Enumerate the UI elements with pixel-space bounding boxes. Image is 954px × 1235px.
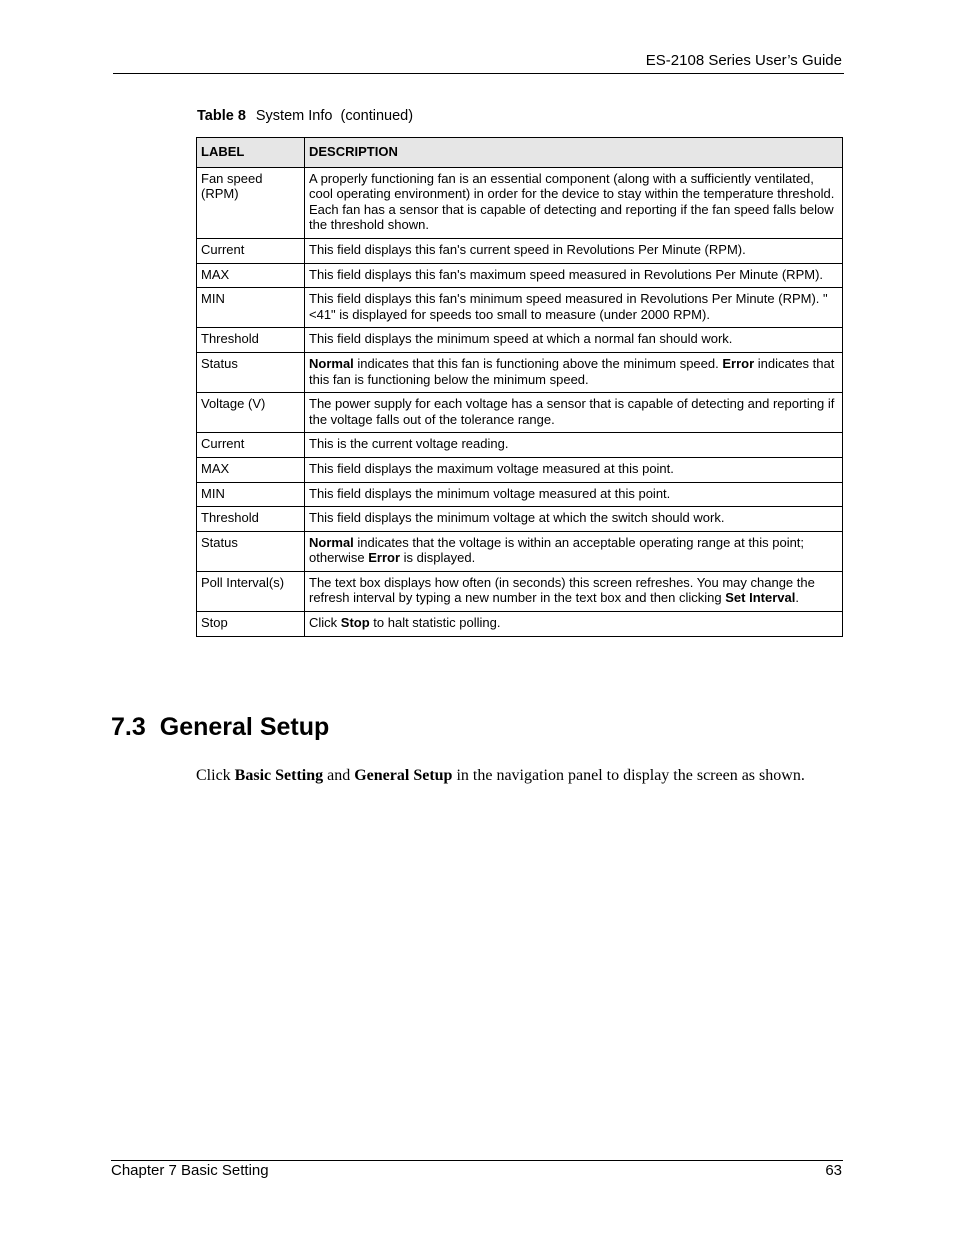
bold-term: Normal xyxy=(309,534,354,550)
row-description xyxy=(305,433,843,458)
text-run: This field displays the maximum voltage measured at this point. xyxy=(309,460,674,476)
table-row xyxy=(197,531,843,571)
table-row xyxy=(197,457,843,482)
running-header: ES-2108 Series User’s Guide xyxy=(645,52,842,69)
text-run: This field displays the minimum speed at which a normal fan should work. xyxy=(309,331,733,347)
system-info-table xyxy=(196,137,843,637)
text-run: This field displays the minimum voltage measured at this point. xyxy=(309,485,671,501)
table-row xyxy=(197,238,843,263)
text-run: . xyxy=(795,590,799,606)
row-label: Current xyxy=(197,433,305,458)
text-run: This field displays this fan's current speed in Revolutions Per Minute (RPM). xyxy=(309,241,746,257)
table-row xyxy=(197,352,843,392)
table-row xyxy=(197,482,843,507)
table-row xyxy=(197,433,843,458)
table-caption-number: Table 8 xyxy=(197,108,246,124)
section-paragraph xyxy=(196,767,805,785)
row-label: Fan speed (RPM) xyxy=(197,167,305,238)
row-description xyxy=(305,482,843,507)
text-run: The text box displays how often (in seconds) this screen refreshes. You may change the refresh interval by typing a new number in the text box and then clicking xyxy=(309,574,815,606)
table-row xyxy=(197,612,843,637)
row-description xyxy=(305,507,843,532)
row-label: Status xyxy=(197,352,305,392)
table-caption xyxy=(197,108,413,124)
text-run: indicates that this fan is functioning above the minimum speed. xyxy=(353,355,723,371)
text-run: Click xyxy=(196,767,235,784)
bold-term: Error xyxy=(368,550,401,566)
bold-term: Error xyxy=(722,355,755,371)
text-run: This field displays this fan's maximum speed measured in Revolutions Per Minute (RPM). xyxy=(309,266,824,282)
bold-term: Set Interval xyxy=(725,590,796,606)
row-description xyxy=(305,531,843,571)
row-label: Threshold xyxy=(197,328,305,353)
section-heading xyxy=(111,713,329,742)
table-row xyxy=(197,393,843,433)
row-description xyxy=(305,328,843,353)
table-row xyxy=(197,263,843,288)
table-row xyxy=(197,328,843,353)
row-label: MAX xyxy=(197,457,305,482)
row-description xyxy=(305,263,843,288)
row-label: Current xyxy=(197,238,305,263)
text-run: This field displays the minimum voltage at which the switch should work. xyxy=(309,510,725,526)
header-rule xyxy=(113,73,844,74)
text-run: This is the current voltage reading. xyxy=(309,436,509,452)
text-run: This field displays this fan's minimum speed measured in Revolutions Per Minute (RPM). "<41" is displayed for speeds too small to measure (under 2000 RPM). xyxy=(309,291,828,322)
row-description xyxy=(305,571,843,611)
row-label: Threshold xyxy=(197,507,305,532)
table-row xyxy=(197,571,843,611)
section-number: 7.3 xyxy=(111,713,146,741)
row-label: Voltage (V) xyxy=(197,393,305,433)
column-header-description: DESCRIPTION xyxy=(305,138,843,168)
text-run: in the navigation panel to display the screen as shown. xyxy=(452,767,805,784)
row-description xyxy=(305,238,843,263)
row-label: Poll Interval(s) xyxy=(197,571,305,611)
text-run: Click xyxy=(309,615,341,631)
footer-page-number: 63 xyxy=(825,1162,842,1179)
row-description xyxy=(305,612,843,637)
bold-term: Basic Setting xyxy=(234,767,324,784)
row-label: MIN xyxy=(197,288,305,328)
row-description xyxy=(305,352,843,392)
bold-term: Stop xyxy=(340,615,370,631)
text-run: A properly functioning fan is an essential component (along with a sufficiently ventilated, cool operating environment) in order for the device to stay within the temperature threshold. Each fan has a sensor that is capable of detecting and reporting if the fan speed falls below the threshold shown. xyxy=(309,170,835,233)
table-row xyxy=(197,507,843,532)
table-header-row xyxy=(197,138,843,168)
row-description xyxy=(305,457,843,482)
table-caption-text: System Info (continued) xyxy=(255,108,414,124)
table-row xyxy=(197,288,843,328)
bold-term: Normal xyxy=(309,355,354,371)
text-run: indicates that the voltage is within an acceptable operating range at this point; otherwise xyxy=(309,534,805,566)
table-row xyxy=(197,167,843,238)
row-label: Stop xyxy=(197,612,305,637)
column-header-label: LABEL xyxy=(197,138,305,168)
text-run: is displayed. xyxy=(400,550,476,566)
footer-rule xyxy=(111,1160,843,1161)
text-run: to halt statistic polling. xyxy=(369,615,501,631)
row-description xyxy=(305,288,843,328)
table-body xyxy=(197,167,843,636)
footer-chapter: Chapter 7 Basic Setting xyxy=(111,1162,269,1179)
row-description xyxy=(305,393,843,433)
row-label: Status xyxy=(197,531,305,571)
row-label: MIN xyxy=(197,482,305,507)
bold-term: General Setup xyxy=(354,767,453,784)
row-label: MAX xyxy=(197,263,305,288)
text-run: The power supply for each voltage has a sensor that is capable of detecting and reporting if the voltage falls out of the tolerance range. xyxy=(309,396,835,427)
text-run: and xyxy=(323,767,355,784)
section-title: General Setup xyxy=(159,713,330,741)
text-run: indicates that this fan is functioning below the minimum speed. xyxy=(309,355,835,387)
row-description xyxy=(305,167,843,238)
